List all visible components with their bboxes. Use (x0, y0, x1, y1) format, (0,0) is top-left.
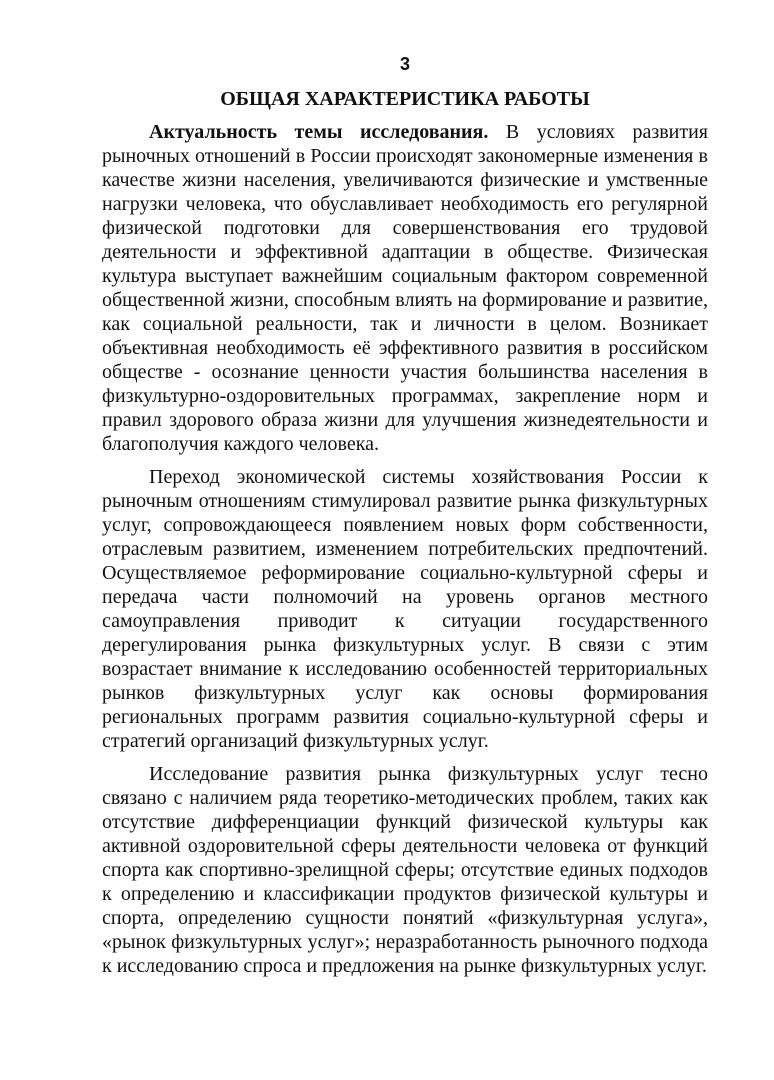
paragraph-market-transition (102, 465, 708, 753)
page-number: 3 (399, 54, 410, 74)
paragraph-lead: Актуальность темы исследования. (149, 121, 489, 143)
paragraph-text: Переход экономической системы хозяйствования России к рыночным отношениям стимулировал развитие рынка физкультурных услуг, сопровождающееся появлением новых форм собственности, отраслевым развитием, изменением потребительских предпочтений. Осуществляемое реформирование социально-культурной сферы и передача части полномочий на уровень органов местного самоуправления приводит к ситуации государственного дерегулирования рынка физкультурных услуг. В связи с этим возрастает внимание к исследованию особенностей территориальных рынков физкультурных услуг как основы формирования региональных программ развития социально-культурной сферы и стратегий организаций физкультурных услуг. (102, 466, 708, 752)
document-page (102, 52, 708, 987)
paragraph-research-problems (102, 762, 708, 978)
section-heading: ОБЩАЯ ХАРАКТЕРИСТИКА РАБОТЫ (220, 88, 590, 110)
paragraph-relevance (102, 120, 708, 456)
paragraph-text: В условиях развития рыночных отношений в России происходят закономерные изменения в качестве жизни населения, увеличиваются физические и умственные нагрузки человека, что обуславливает необходимость его регулярной физической подготовки для совершенствования его трудовой деятельности и эффективной адаптации в обществе. Физическая культура выступает важнейшим социальным фактором современной общественной жизни, способным влиять на формирование и развитие, как социальной реальности, так и личности в целом. Возникает объективная необходимость её эффективного развития в российском обществе - осознание ценности участия большинства населения в физкультурно-оздоровительных программах, закрепление норм и правил здорового образа жизни для улучшения жизнедеятельности и благополучия каждого человека. (102, 121, 709, 455)
paragraph-text: Исследование развития рынка физкультурных услуг тесно связано с наличием ряда теоретико-методических проблем, таких как отсутствие дифференциации функций физической культуры как активной оздоровительной сферы деятельности человека от функций спорта как спортивно-зрелищной сферы; отсутствие единых подходов к определению и классификации продуктов физической культуры и спорта, определению сущности понятий «физкультурная услуга», «рынок физкультурных услуг»; неразработанность рыночного подхода к исследованию спроса и предложения на рынке физкультурных услуг. (102, 763, 708, 977)
